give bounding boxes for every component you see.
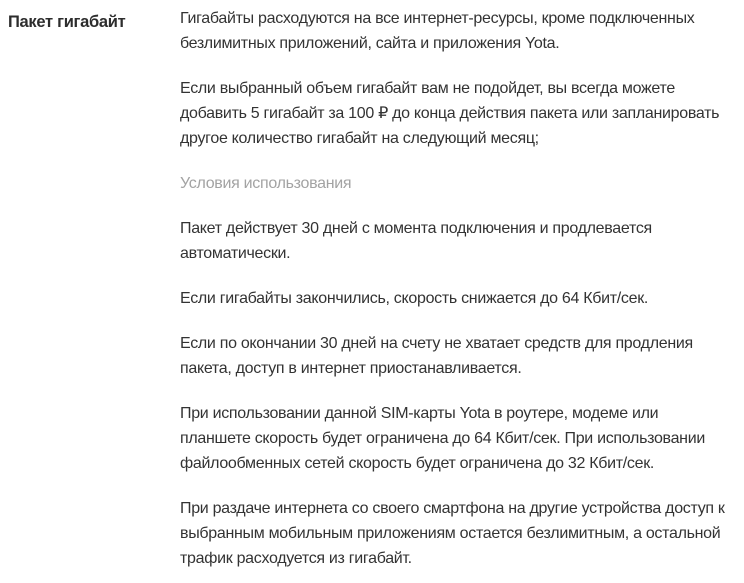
section-label: Пакет гигабайт xyxy=(8,13,126,31)
section-label-column xyxy=(8,6,180,573)
paragraph-tethering: При раздаче интернета со своего смартфона на другие устройства доступ к выбранным мобильным приложениям остается безлимитным, а остальной трафик расходуется из гигабайт. xyxy=(180,500,725,567)
paragraph-package-duration: Пакет действует 30 дней с момента подключения и продлевается автоматически. xyxy=(180,220,652,262)
paragraph-insufficient-funds: Если по окончании 30 дней на счету не хватает средств для продления пакета, доступ в интернет приостанавливается. xyxy=(180,335,693,377)
paragraph-speed-reduction: Если гигабайты закончились, скорость снижается до 64 Кбит/сек. xyxy=(180,290,649,307)
section-content xyxy=(180,6,726,573)
paragraph-gigabytes-usage: Гигабайты расходуются на все интернет-ресурсы, кроме подключенных безлимитных приложений, сайта и приложения Yota. xyxy=(180,10,695,52)
paragraph-sim-in-router: При использовании данной SIM-карты Yota в роутере, модеме или планшете скорость будет ограничена до 64 Кбит/сек. При использовании файлообменных сетей скорость будет ограничена до 32 Кбит/сек. xyxy=(180,405,705,472)
subheading-usage-terms: Условия использования xyxy=(180,175,352,192)
paragraph-add-gigabytes: Если выбранный объем гигабайт вам не подойдет, вы всегда можете добавить 5 гигабайт за 100 ₽ до конца действия пакета или запланировать другое количество гигабайт на следующий месяц; xyxy=(180,80,720,147)
